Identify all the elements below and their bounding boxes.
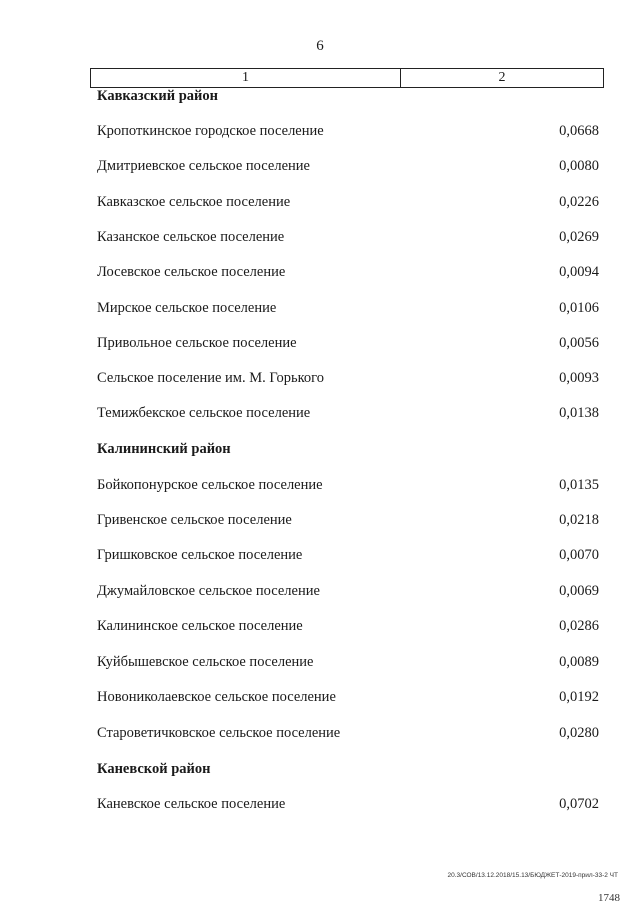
table-header	[90, 68, 604, 88]
table-row	[97, 300, 599, 320]
section-title: Каневской район	[97, 761, 211, 777]
row-name: Куйбышевское сельское поселение	[97, 654, 314, 670]
table-row	[97, 796, 599, 816]
table-row	[97, 547, 599, 567]
table-row	[97, 370, 599, 390]
table-row	[97, 512, 599, 532]
row-name: Гривенское сельское поселение	[97, 512, 292, 528]
row-name: Лосевское сельское поселение	[97, 264, 286, 280]
footer-document-code: 20.3/СОВ/13.12.2018/15.13/БЮДЖЕТ-2019-прил-33-2 ЧТ	[447, 872, 618, 879]
table-row	[97, 689, 599, 709]
row-name: Каневское сельское поселение	[97, 796, 286, 812]
row-name: Староветичковское сельское поселение	[97, 725, 341, 741]
table-row	[97, 618, 599, 638]
table-row	[97, 654, 599, 674]
table-row	[97, 229, 599, 249]
row-value: 0,0192	[559, 689, 599, 705]
table-row	[97, 335, 599, 355]
table-row	[97, 477, 599, 497]
row-value: 0,0286	[559, 618, 599, 634]
row-name: Кавказское сельское поселение	[97, 194, 291, 210]
row-value: 0,0069	[559, 583, 599, 599]
table-row	[97, 405, 599, 425]
row-name: Сельское поселение им. М. Горького	[97, 370, 324, 386]
row-name: Кропоткинское городское поселение	[97, 123, 324, 139]
row-value: 0,0218	[559, 512, 599, 528]
table-row	[97, 583, 599, 603]
row-value: 0,0135	[559, 477, 599, 493]
row-name: Мирское сельское поселение	[97, 300, 277, 316]
header-column-1: 1	[91, 69, 401, 87]
row-value: 0,0089	[559, 654, 599, 670]
row-value: 0,0056	[559, 335, 599, 351]
table-row	[97, 123, 599, 143]
row-name: Новониколаевское сельское поселение	[97, 689, 336, 705]
row-value: 0,0094	[559, 264, 599, 280]
table-row	[97, 264, 599, 284]
row-value: 0,0070	[559, 547, 599, 563]
row-name: Гришковское сельское поселение	[97, 547, 303, 563]
section-title: Кавказский район	[97, 88, 219, 104]
row-name: Привольное сельское поселение	[97, 335, 297, 351]
row-name: Казанское сельское поселение	[97, 229, 285, 245]
row-value: 0,0280	[559, 725, 599, 741]
row-value: 0,0093	[559, 370, 599, 386]
row-value: 0,0080	[559, 158, 599, 174]
page-number: 6	[316, 38, 324, 54]
row-value: 0,0269	[559, 229, 599, 245]
row-name: Дмитриевское сельское поселение	[97, 158, 310, 174]
row-name: Калининское сельское поселение	[97, 618, 303, 634]
row-value: 0,0668	[559, 123, 599, 139]
sheet-number: 1748	[598, 892, 620, 904]
row-name: Бойкопонурское сельское поселение	[97, 477, 323, 493]
section-title: Калининский район	[97, 441, 231, 457]
row-name: Джумайловское сельское поселение	[97, 583, 320, 599]
row-value: 0,0106	[559, 300, 599, 316]
row-value: 0,0138	[559, 405, 599, 421]
row-value: 0,0702	[559, 796, 599, 812]
row-name: Темижбекское сельское поселение	[97, 405, 311, 421]
row-value: 0,0226	[559, 194, 599, 210]
table-row	[97, 158, 599, 178]
table-row	[97, 725, 599, 745]
table-row	[97, 194, 599, 214]
header-column-2: 2	[498, 70, 506, 85]
